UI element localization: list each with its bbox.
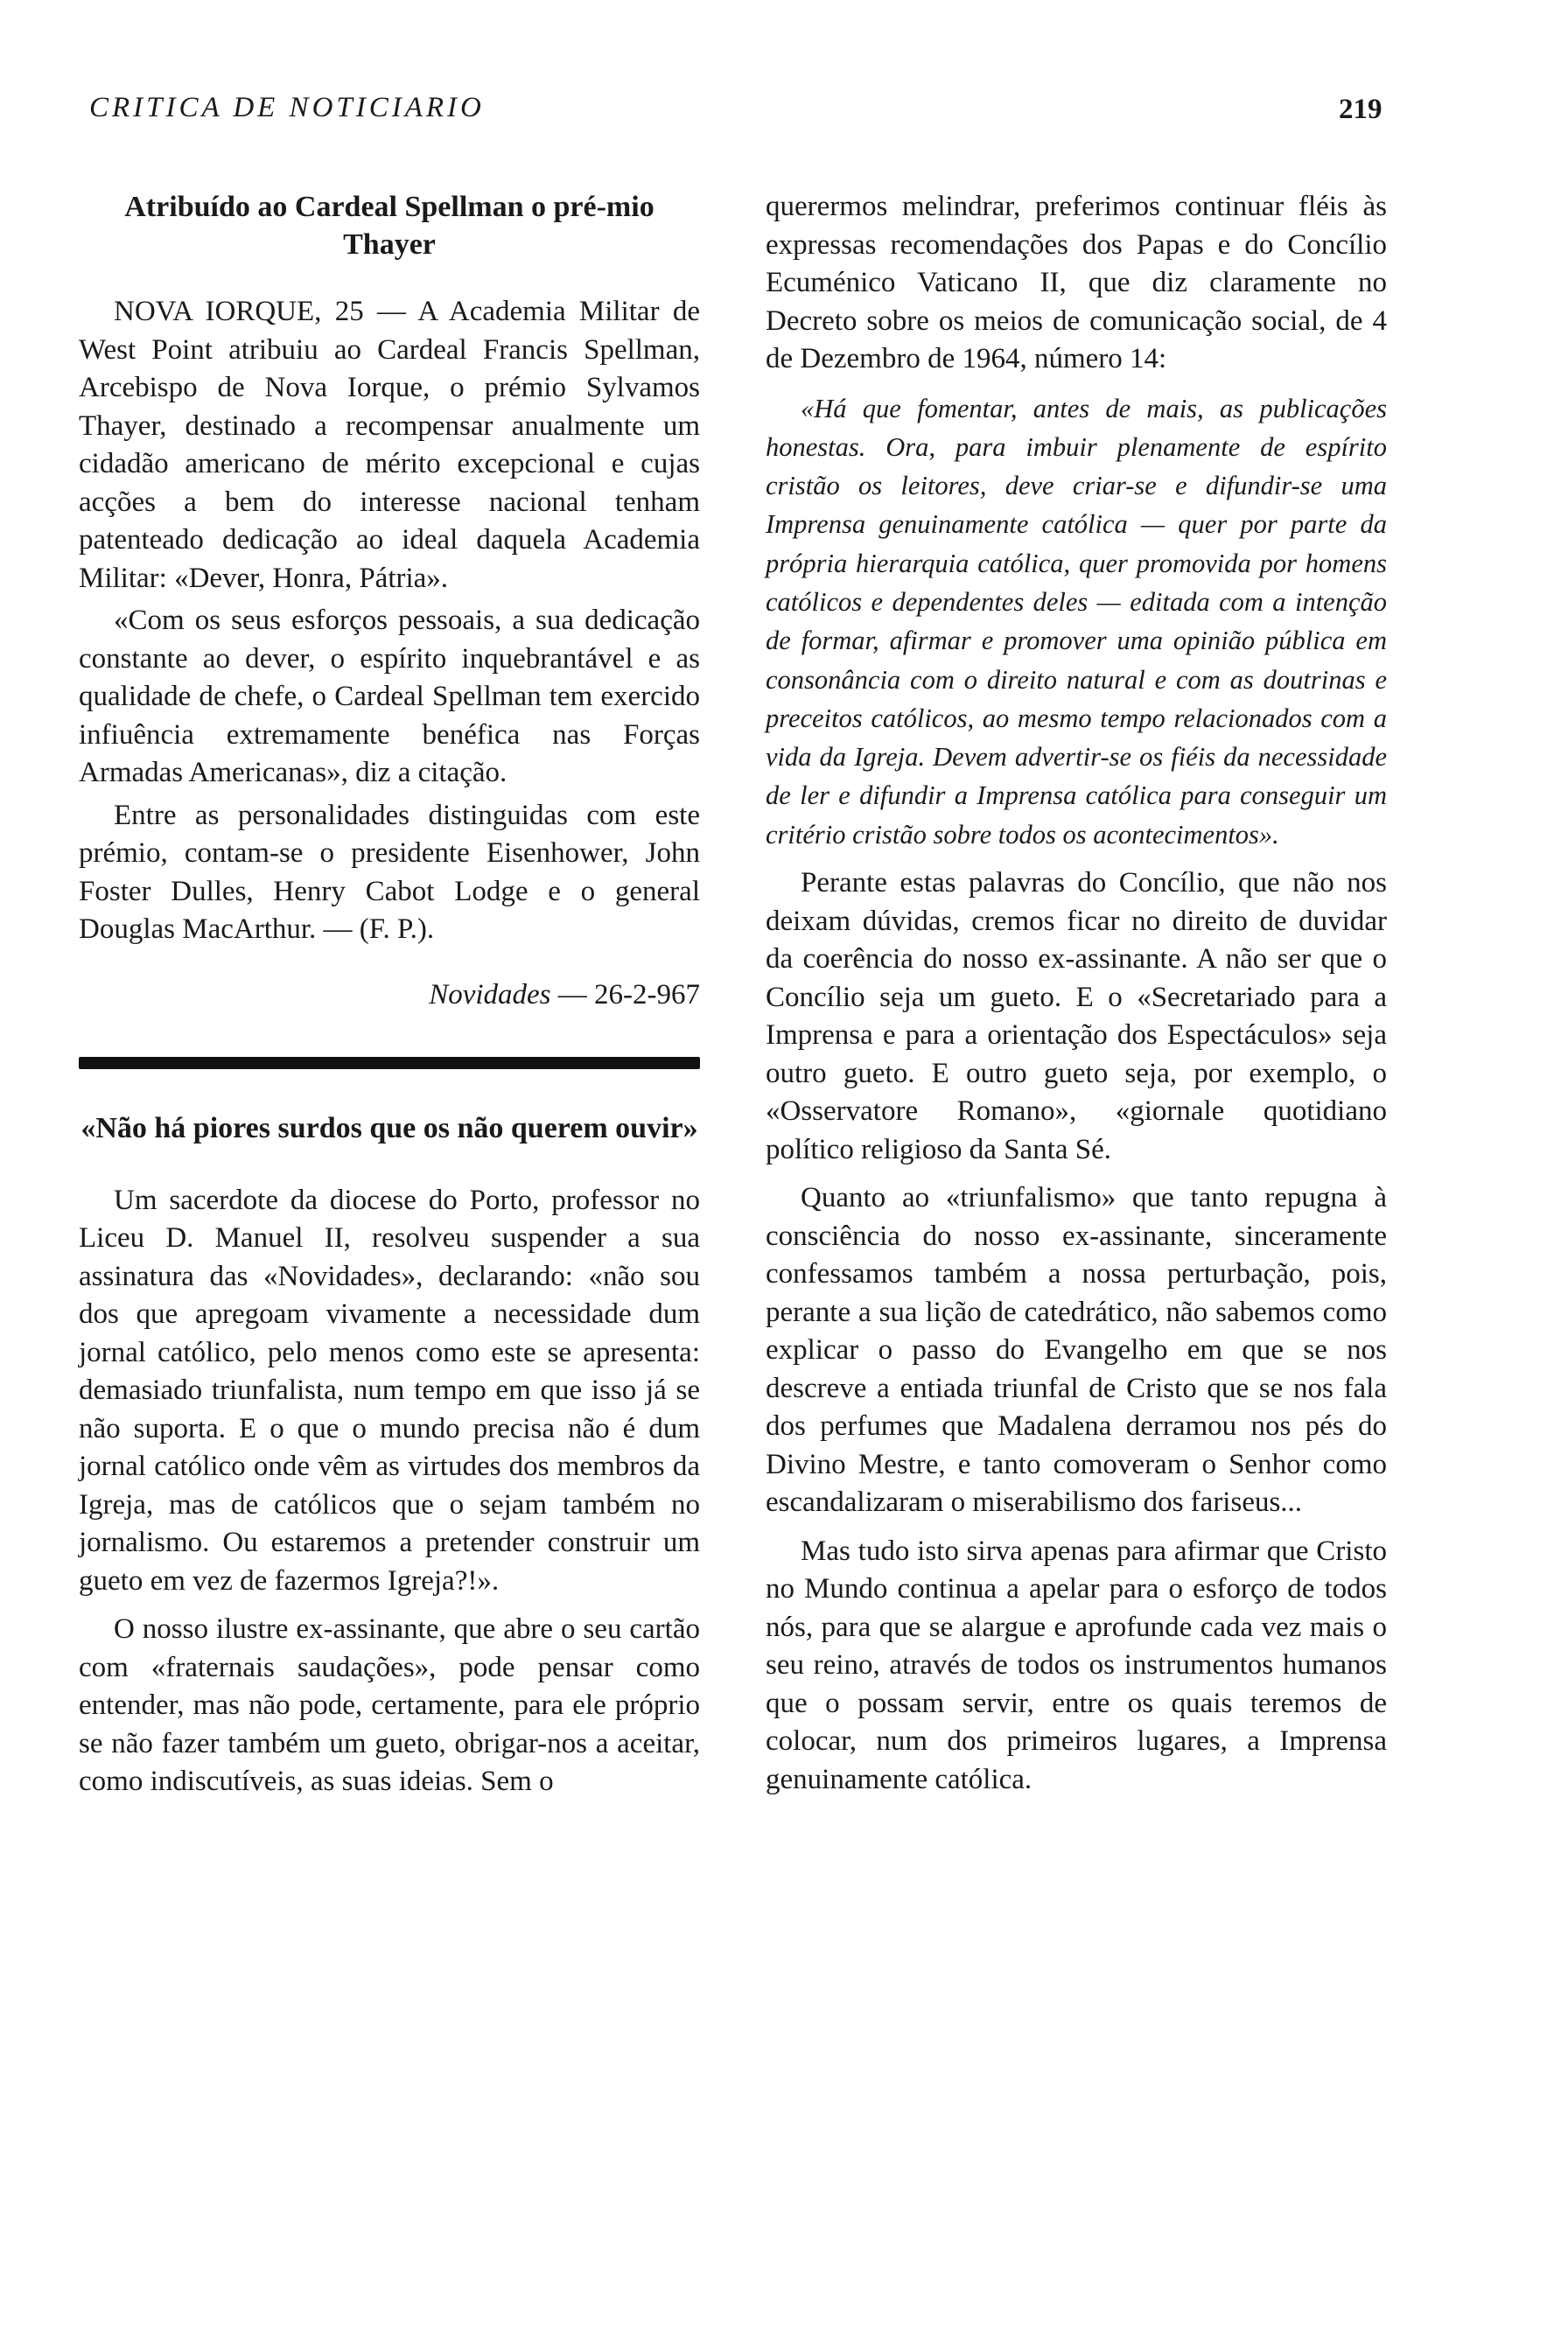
left-column <box>79 188 700 1801</box>
article2-continuation: querermos melindrar, preferimos continuar fléis às expressas recomendações dos Papas e do Concílio Ecuménico Vaticano II, que diz claramente no Decreto sobre os meios de comunicação social, de 4 de Dezembro de 1964, número 14: <box>766 191 1387 374</box>
article2-paragraph: Mas tudo isto sirva apenas para afirmar que Cristo no Mundo continua a apelar para o esforço de todos nós, para que se alargue e aprofunde cada vez mais o seu reino, através de todos os instrumentos humanos que o possam servir, entre os quais teremos de colocar, num dos primeiros lugares, a Imprensa genuinamente católica. <box>766 1535 1387 1795</box>
article2-paragraph: Quanto ao «triunfalismo» que tanto repugna à consciência do nosso ex-assinante, sinceramente confessamos também a nossa perturbação, pois, perante a sua lição de catedrático, não sabemos como explicar o passo do Evangelho em que se nos descreve a entiada triunfal de Cristo que se nos fala dos perfumes que Madalena derramou nos pés do Divino Mestre, e tanto comoveram o Senhor como escandalizaram o miserabilismo dos fariseus... <box>766 1182 1387 1519</box>
council-quote: «Há que fomentar, antes de mais, as publicações honestas. Ora, para imbuir plenamente de espírito cristão os leitores, deve criar-se e difundir-se uma Imprensa genuinamente católica — quer por parte da própria hierarquia católica, quer promovida por homens católicos e dependentes deles — editada com a intenção de formar, afirmar e promover uma opinião pública em consonância com o direito natural e com as doutrinas e preceitos católicos, ao mesmo tempo relacionados com a vida da Igreja. Devem advertir-se os fiéis da necessidade de ler e difundir a Imprensa católica para conseguir um critério cristão sobre todos os acontecimentos». <box>766 393 1387 850</box>
running-title: CRITICA DE NOTICIARIO <box>89 92 485 123</box>
article1-paragraph: NOVA IORQUE, 25 — A Academia Militar de West Point atribuiu ao Cardeal Francis Spellman, Arcebispo de Nova Iorque, o prémio Sylvamos Thayer, destinado a recompensar anualmente um cidadão americano de mérito excepcional e cujas acções a bem do interesse nacional tenham patenteado dedicação ao ideal daquela Academia Militar: «Dever, Honra, Pátria». <box>79 296 700 594</box>
page-number: 219 <box>1339 94 1382 125</box>
right-column <box>766 188 1387 1799</box>
article1-source <box>79 979 700 1011</box>
article2-paragraph: Perante estas palavras do Concílio, que não nos deixam dúvidas, cremos ficar no direito de duvidar da coerência do nosso ex-assinante. A não ser que o Concílio seja um gueto. E o «Secretariado para a Imprensa e para a orientação dos Espectáculos» seja outro gueto. E outro gueto seja, por exemplo, o «Osservatore Romano», «giornale quotidiano político religioso da Santa Sé. <box>766 867 1387 1165</box>
source-name: Novidades <box>429 978 551 1011</box>
article1-paragraph: «Com os seus esforços pessoais, a sua dedicação constante ao dever, o espírito inquebrantável e as qualidade de chefe, o Cardeal Spellman tem exercido infiuência extremamente benéfica nas Forças Armadas Americanas», diz a citação. <box>79 605 700 788</box>
section-divider <box>79 1057 700 1069</box>
article2-title: «Não há piores surdos que os não querem ouvir» <box>80 1111 698 1144</box>
article2-paragraph: Um sacerdote da diocese do Porto, professor no Liceu D. Manuel II, resolveu suspender a sua assinatura das «Novidades», declarando: «não sou dos que apregoam vivamente a necessidade dum jornal católico, pelo menos como este se apresenta: demasiado triunfalista, num tempo em que isso já se não suporta. E o que o mundo precisa não é dum jornal católico onde vêm as virtudes dos membros da Igreja, mas de católicos que o sejam também no jornalismo. Ou estaremos a pretender construir um gueto em vez de fazermos Igreja?!». <box>79 1184 700 1597</box>
source-date: — 26-2-967 <box>550 978 700 1011</box>
article1-paragraph: Entre as personalidades distinguidas com este prémio, contam-se o presidente Eisenhower, John Foster Dulles, Henry Cabot Lodge e o general Douglas MacArthur. — (F. P.). <box>79 799 700 945</box>
article1-title: Atribuído ao Cardeal Spellman o pré-mio Thayer <box>124 191 654 261</box>
article2-paragraph: O nosso ilustre ex-assinante, que abre o seu cartão com «fraternais saudações», pode pensar como entender, mas não pode, certamente, para ele próprio se não fazer também um gueto, obrigar-nos a aceitar, como indiscutíveis, as suas ideias. Sem o <box>79 1613 700 1797</box>
